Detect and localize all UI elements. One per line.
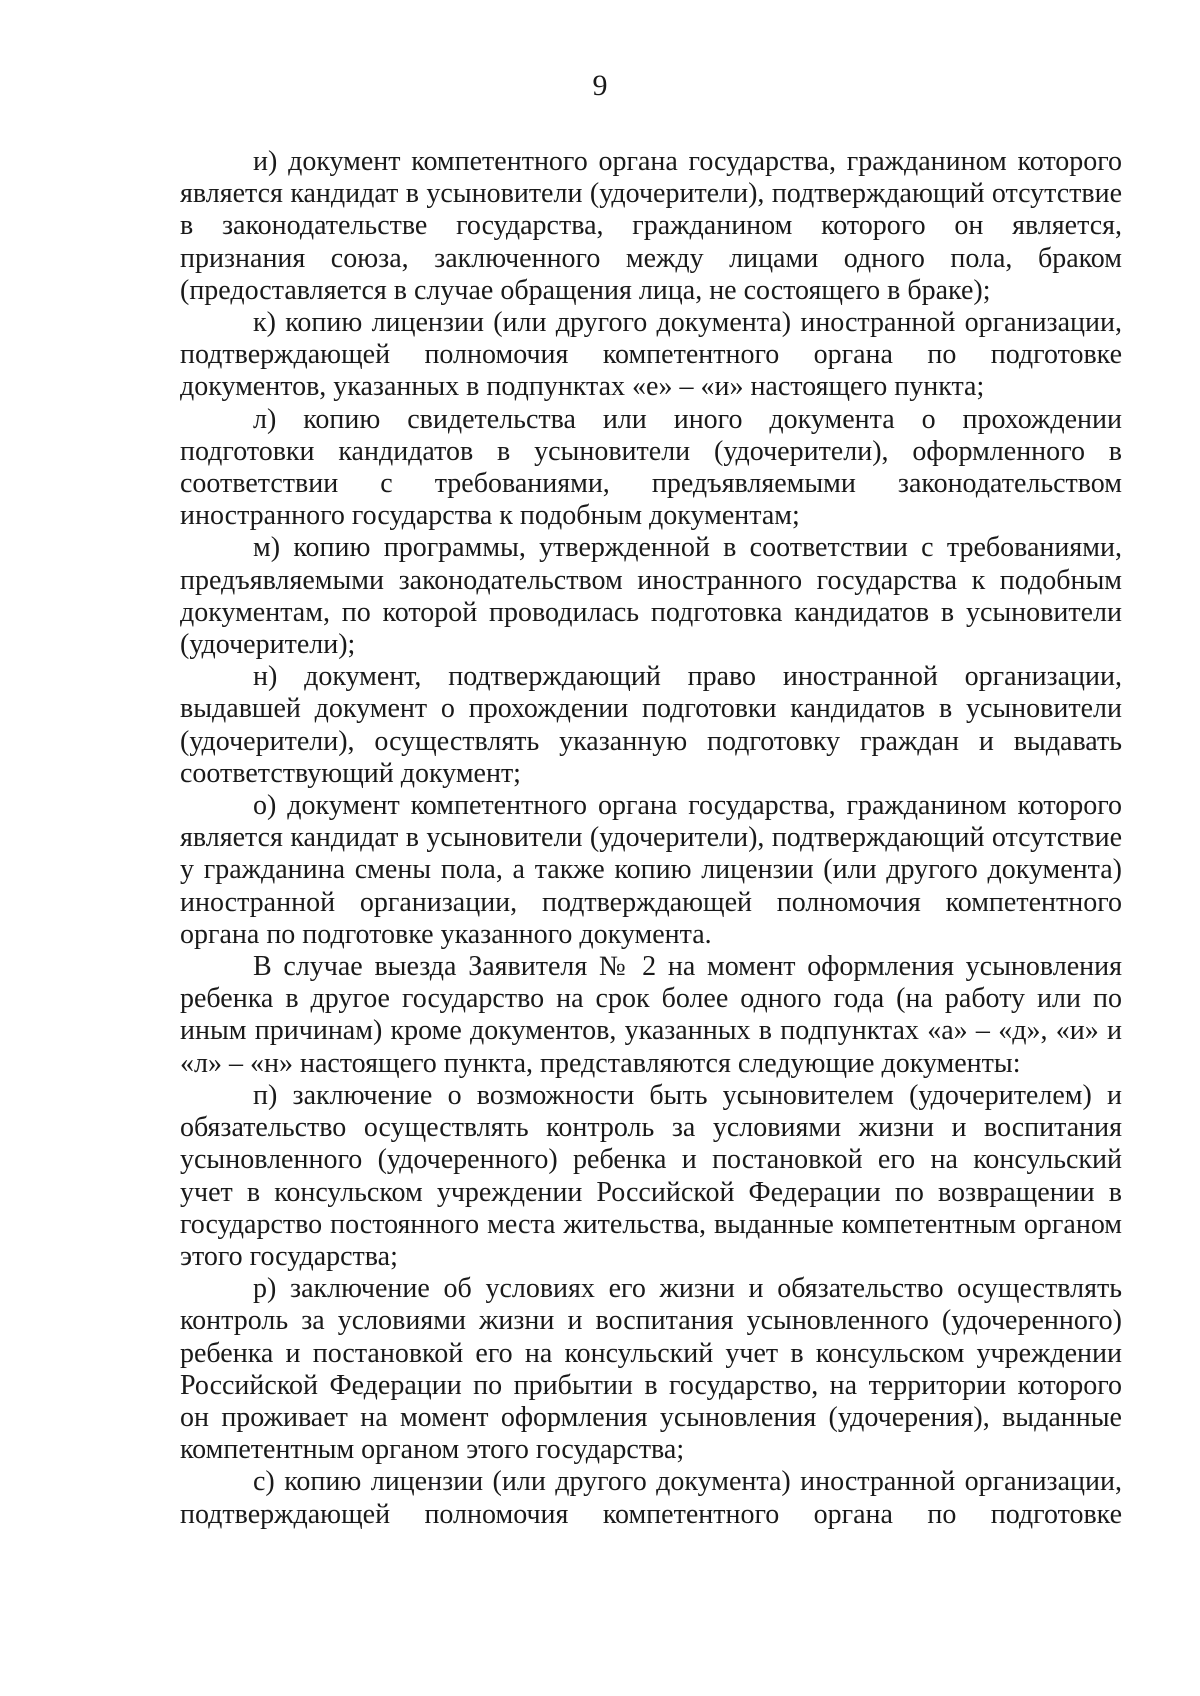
paragraph-item-p: п) заключение о возможности быть усыновителем (удочерителем) и обязательство осуществлять контроль за условиями жизни и воспитания усыновленного (удочеренного) ребенка и постановкой его на консульский учет в консульском учреждении Российской Федерации по возвращении в государство постоянного места жительства, выданные компетентным органом этого государства; xyxy=(180,1079,1122,1272)
paragraph-item-m: м) копию программы, утвержденной в соответствии с требованиями, предъявляемыми законодательством иностранного государства к подобным документам, по которой проводилась подготовка кандидатов в усыновители (удочерители); xyxy=(180,532,1122,661)
paragraph-item-s: с) копию лицензии (или другого документа) иностранной организации, подтверждающей полномочия компетентного органа по подготовке xyxy=(180,1466,1122,1530)
paragraph-item-n: н) документ, подтверждающий право иностранной организации, выдавшей документ о прохождении подготовки кандидатов в усыновители (удочерители), осуществлять указанную подготовку граждан и выдавать соответствующий документ; xyxy=(180,661,1122,789)
page-number: 9 xyxy=(592,69,608,102)
document-body xyxy=(180,146,1122,1531)
paragraph-departure-case: В случае выезда Заявителя № 2 на момент оформления усыновления ребенка в другое государство на срок более одного года (на работу или по иным причинам) кроме документов, указанных в подпунктах «а» – «д», «и» и «л» – «н» настоящего пункта, представляются следующие документы: xyxy=(180,951,1122,1079)
paragraph-item-l: л) копию свидетельства или иного документа о прохождении подготовки кандидатов в усыновители (удочерители), оформленного в соответствии с требованиями, предъявляемыми законодательством иностранного государства к подобным документам; xyxy=(180,403,1122,532)
paragraph-item-r: р) заключение об условиях его жизни и обязательство осуществлять контроль за условиями жизни и воспитания усыновленного (удочеренного) ребенка и постановкой его на консульский учет в консульском учреждении Российской Федерации по прибытии в государство, на территории которого он проживает на момент оформления усыновления (удочерения), выданные компетентным органом этого государства; xyxy=(180,1273,1122,1466)
paragraph-item-i: и) документ компетентного органа государства, гражданином которого является кандидат в усыновители (удочерители), подтверждающий отсутствие в законодательстве государства, гражданином которого он является, признания союза, заключенного между лицами одного пола, браком (предоставляется в случае обращения лица, не состоящего в браке); xyxy=(180,146,1122,306)
paragraph-item-o: о) документ компетентного органа государства, гражданином которого является кандидат в усыновители (удочерители), подтверждающий отсутствие у гражданина смены пола, а также копию лицензии (или другого документа) иностранной организации, подтверждающей полномочия компетентного органа по подготовке указанного документа. xyxy=(180,790,1122,950)
paragraph-item-k: к) копию лицензии (или другого документа) иностранной организации, подтверждающей полномочия компетентного органа по подготовке документов, указанных в подпунктах «е» – «и» настоящего пункта; xyxy=(180,307,1122,403)
